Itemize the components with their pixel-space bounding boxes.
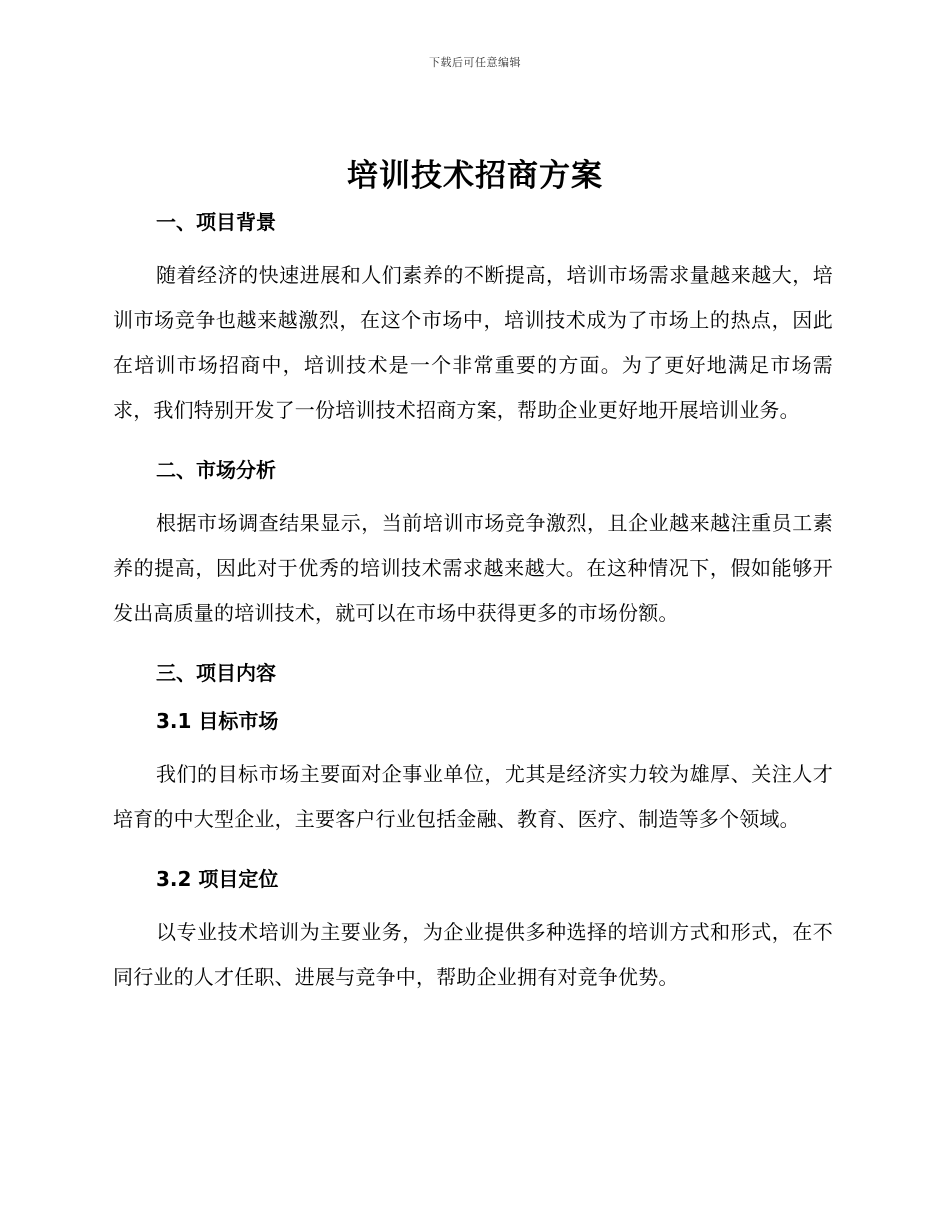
section-heading-project-content: 三、项目内容 xyxy=(156,661,276,685)
section-heading-market-analysis: 二、市场分析 xyxy=(156,458,276,482)
document-title: 培训技术招商方案 xyxy=(347,158,603,194)
section-heading-background: 一、项目背景 xyxy=(156,210,276,234)
page-header-note: 下载后可任意编辑 xyxy=(429,56,521,69)
subsection-paragraph-target-market: 我们的目标市场主要面对企事业单位，尤其是经济实力较为雄厚、关注人才培育的中大型企业，主要客户行业包括金融、教育、医疗、制造等多个领域。 xyxy=(113,762,833,831)
subsection-paragraph-positioning: 以专业技术培训为主要业务，为企业提供多种选择的培训方式和形式，在不同行业的人才任职、进展与竞争中，帮助企业拥有对竞争优势。 xyxy=(113,920,833,989)
document-body xyxy=(113,205,833,1000)
section-paragraph-background: 随着经济的快速进展和人们素养的不断提高，培训市场需求量越来越大，培训市场竞争也越来越激烈，在这个市场中，培训技术成为了市场上的热点，因此在培训市场招商中，培训技术是一个非常重要的方面。为了更好地满足市场需求，我们特别开发了一份培训技术招商方案，帮助企业更好地开展培训业务。 xyxy=(113,263,833,422)
subsection-heading-target-market: 3.1 目标市场 xyxy=(156,709,279,733)
section-paragraph-market-analysis: 根据市场调查结果显示，当前培训市场竞争激烈，且企业越来越注重员工素养的提高，因此对于优秀的培训技术需求越来越大。在这种情况下，假如能够开发出高质量的培训技术，就可以在市场中获得更多的市场份额。 xyxy=(113,511,833,625)
subsection-heading-positioning: 3.2 项目定位 xyxy=(156,867,279,891)
